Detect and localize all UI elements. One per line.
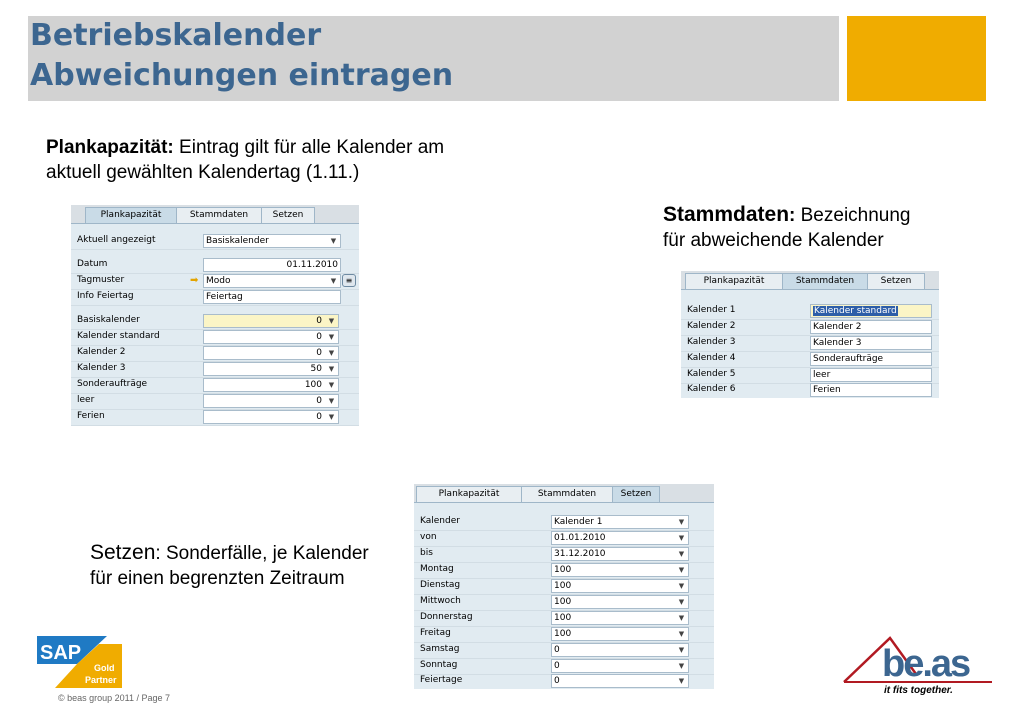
tab-setzen[interactable]: Setzen [261, 207, 315, 223]
caption-stamm-bold: Stammdaten [663, 203, 790, 226]
form-row [414, 562, 714, 579]
chevron-down-icon[interactable]: ▼ [678, 614, 685, 622]
form-row [414, 546, 714, 563]
form-row [414, 673, 714, 689]
bis-field[interactable]: 31.12.2010 ▼ [551, 547, 689, 561]
field-label: Aktuell angezeigt [77, 235, 156, 245]
caption-setzen-bold: Setzen [90, 541, 156, 564]
page-title: Betriebskalender [30, 18, 322, 53]
form-row [71, 273, 359, 290]
feiertage-field[interactable]: 0 ▼ [551, 674, 689, 688]
beas-logo [842, 634, 992, 696]
form-row [71, 313, 359, 330]
chevron-down-icon[interactable]: ▼ [678, 534, 685, 542]
caption-stamm-colon: : [789, 205, 796, 226]
sap-logo-text: SAP [40, 642, 82, 664]
accent-box [847, 16, 986, 101]
chevron-down-icon[interactable]: ▼ [328, 317, 335, 325]
form-row [71, 345, 359, 362]
choose-list-icon[interactable]: ≡ [342, 274, 356, 287]
tab-strip [71, 205, 359, 224]
footer-copyright: © beas group 2011 / Page 7 [58, 693, 171, 703]
form-row [414, 578, 714, 595]
field-label: Kalender 3 [687, 337, 736, 347]
montag-field[interactable]: 100 ▼ [551, 563, 689, 577]
caption-setzen-text: : Sonderfälle, je Kalender [155, 543, 369, 564]
kalender-1-name-field[interactable]: Kalender standard [810, 304, 932, 318]
field-label: Basiskalender [77, 315, 140, 325]
form-row [71, 257, 359, 274]
kalender-2-field[interactable]: 0 ▼ [203, 346, 339, 360]
field-label: Donnerstag [420, 612, 473, 622]
tab-strip [681, 271, 939, 290]
tab-setzen[interactable]: Setzen [867, 273, 925, 289]
tab-strip [414, 484, 714, 503]
chevron-down-icon[interactable]: ▼ [678, 518, 685, 526]
form-row [681, 335, 939, 352]
tab-plankapazitaet[interactable]: Plankapazität [416, 486, 522, 502]
kalender-3-name-field[interactable]: Kalender 3 [810, 336, 932, 350]
caption-plan-bold: Plankapazität: [46, 137, 174, 158]
field-label: bis [420, 548, 433, 558]
form-row [71, 393, 359, 410]
leer-field[interactable]: 0 ▼ [203, 394, 339, 408]
caption-plan-line2: aktuell gewählten Kalendertag (1.11.) [46, 162, 360, 183]
setzen-panel [414, 484, 714, 689]
kalender-select[interactable]: Kalender 1 ▼ [551, 515, 689, 529]
tab-stammdaten[interactable]: Stammdaten [521, 486, 613, 502]
chevron-down-icon[interactable]: ▼ [330, 277, 337, 285]
field-label: Mittwoch [420, 596, 461, 606]
kalender-2-name-field[interactable]: Kalender 2 [810, 320, 932, 334]
tab-setzen[interactable]: Setzen [612, 486, 660, 502]
sap-badge-partner: Partner [85, 675, 117, 685]
form-row [71, 409, 359, 426]
form-row [71, 377, 359, 394]
caption-stamm-text: Bezeichnung [795, 205, 911, 226]
field-label: Kalender 2 [687, 321, 736, 331]
field-label: Kalender 5 [687, 369, 736, 379]
form-row [681, 351, 939, 368]
form-row [681, 303, 939, 320]
kalender-3-field[interactable]: 50 ▼ [203, 362, 339, 376]
chevron-down-icon[interactable]: ▼ [678, 566, 685, 574]
chevron-down-icon[interactable]: ▼ [328, 397, 335, 405]
chevron-down-icon[interactable]: ▼ [678, 598, 685, 606]
mittwoch-field[interactable]: 100 ▼ [551, 595, 689, 609]
freitag-field[interactable]: 100 ▼ [551, 627, 689, 641]
field-label: von [420, 532, 437, 542]
caption-setzen [90, 540, 369, 591]
chevron-down-icon[interactable]: ▼ [328, 365, 335, 373]
stammdaten-panel [681, 271, 939, 398]
sap-badge-gold: Gold [94, 663, 115, 673]
chevron-down-icon[interactable]: ▼ [678, 582, 685, 590]
form-row [414, 594, 714, 611]
sonntag-field[interactable]: 0 ▼ [551, 659, 689, 673]
field-label: Ferien [77, 411, 105, 421]
field-label: Kalender [420, 516, 460, 526]
dienstag-field[interactable]: 100 ▼ [551, 579, 689, 593]
field-label: leer [77, 395, 95, 405]
page-subtitle: Abweichungen eintragen [30, 58, 454, 93]
form-row [414, 626, 714, 643]
tab-stammdaten[interactable]: Stammdaten [176, 207, 262, 223]
sap-gold-partner-logo [37, 636, 122, 688]
kalender-6-name-field[interactable]: Ferien [810, 383, 932, 397]
field-label: Montag [420, 564, 454, 574]
field-label: Datum [77, 259, 108, 269]
field-label: Kalender 1 [687, 305, 736, 315]
field-label: Dienstag [420, 580, 461, 590]
chevron-down-icon[interactable]: ▼ [678, 677, 685, 685]
ferien-field[interactable]: 0 ▼ [203, 410, 339, 424]
chevron-down-icon[interactable]: ▼ [678, 630, 685, 638]
chevron-down-icon[interactable]: ▼ [678, 662, 685, 670]
kalender-5-name-field[interactable]: leer [810, 368, 932, 382]
field-label: Sonntag [420, 660, 458, 670]
datum-field[interactable]: 01.11.2010 [203, 258, 341, 272]
chevron-down-icon[interactable]: ▼ [678, 550, 685, 558]
aktuell-angezeigt-select[interactable]: Basiskalender ▼ [203, 234, 341, 248]
form-row [414, 514, 714, 531]
tab-stammdaten[interactable]: Stammdaten [782, 273, 868, 289]
field-label: Kalender 4 [687, 353, 736, 363]
chevron-down-icon[interactable]: ▼ [328, 413, 335, 421]
field-label: Kalender 2 [77, 347, 126, 357]
form-row [414, 610, 714, 627]
field-label: Sonderaufträge [77, 379, 148, 389]
caption-setzen-line2: für einen begrenzten Zeitraum [90, 568, 345, 589]
title-bar [28, 16, 839, 101]
tagmuster-select[interactable]: Modo ▼ [203, 274, 341, 288]
donnerstag-field[interactable]: 100 ▼ [551, 611, 689, 625]
beas-logo-text: be.as [882, 643, 970, 685]
field-label: Feiertage [420, 675, 463, 685]
field-label: Freitag [420, 628, 451, 638]
field-label: Kalender standard [77, 331, 160, 341]
caption-plankapazitaet [46, 135, 444, 185]
form-row [414, 530, 714, 547]
form-row [71, 289, 359, 306]
form-row [71, 329, 359, 346]
caption-plan-text: Eintrag gilt für alle Kalender am [173, 137, 445, 158]
link-arrow-icon[interactable]: ➡ [190, 275, 199, 286]
beas-slogan: it fits together. [884, 685, 953, 696]
chevron-down-icon[interactable]: ▼ [328, 381, 335, 389]
field-label: Tagmuster [77, 275, 125, 285]
basiskalender-field[interactable]: 0 ▼ [203, 314, 339, 328]
form-row [71, 233, 359, 250]
form-row [71, 361, 359, 378]
field-label: Kalender 6 [687, 384, 736, 394]
kalender-4-name-field[interactable]: Sonderaufträge [810, 352, 932, 366]
form-row [681, 319, 939, 336]
chevron-down-icon[interactable]: ▼ [330, 237, 337, 245]
field-label: Samstag [420, 644, 460, 654]
field-label: Info Feiertag [77, 291, 134, 301]
field-label: Kalender 3 [77, 363, 126, 373]
caption-stammdaten [663, 202, 911, 253]
chevron-down-icon[interactable]: ▼ [678, 646, 685, 654]
chevron-down-icon[interactable]: ▼ [328, 349, 335, 357]
chevron-down-icon[interactable]: ▼ [328, 333, 335, 341]
von-field[interactable]: 01.01.2010 ▼ [551, 531, 689, 545]
tab-plankapazitaet[interactable]: Plankapazität [685, 273, 783, 289]
info-feiertag-field[interactable]: Feiertag [203, 290, 341, 304]
plankapazitaet-panel [71, 205, 359, 425]
sonderauftraege-field[interactable]: 100 ▼ [203, 378, 339, 392]
caption-stamm-line2: für abweichende Kalender [663, 230, 884, 251]
form-row [414, 642, 714, 659]
kalender-standard-field[interactable]: 0 ▼ [203, 330, 339, 344]
form-row [681, 382, 939, 398]
tab-plankapazitaet[interactable]: Plankapazität [85, 207, 177, 223]
samstag-field[interactable]: 0 ▼ [551, 643, 689, 657]
